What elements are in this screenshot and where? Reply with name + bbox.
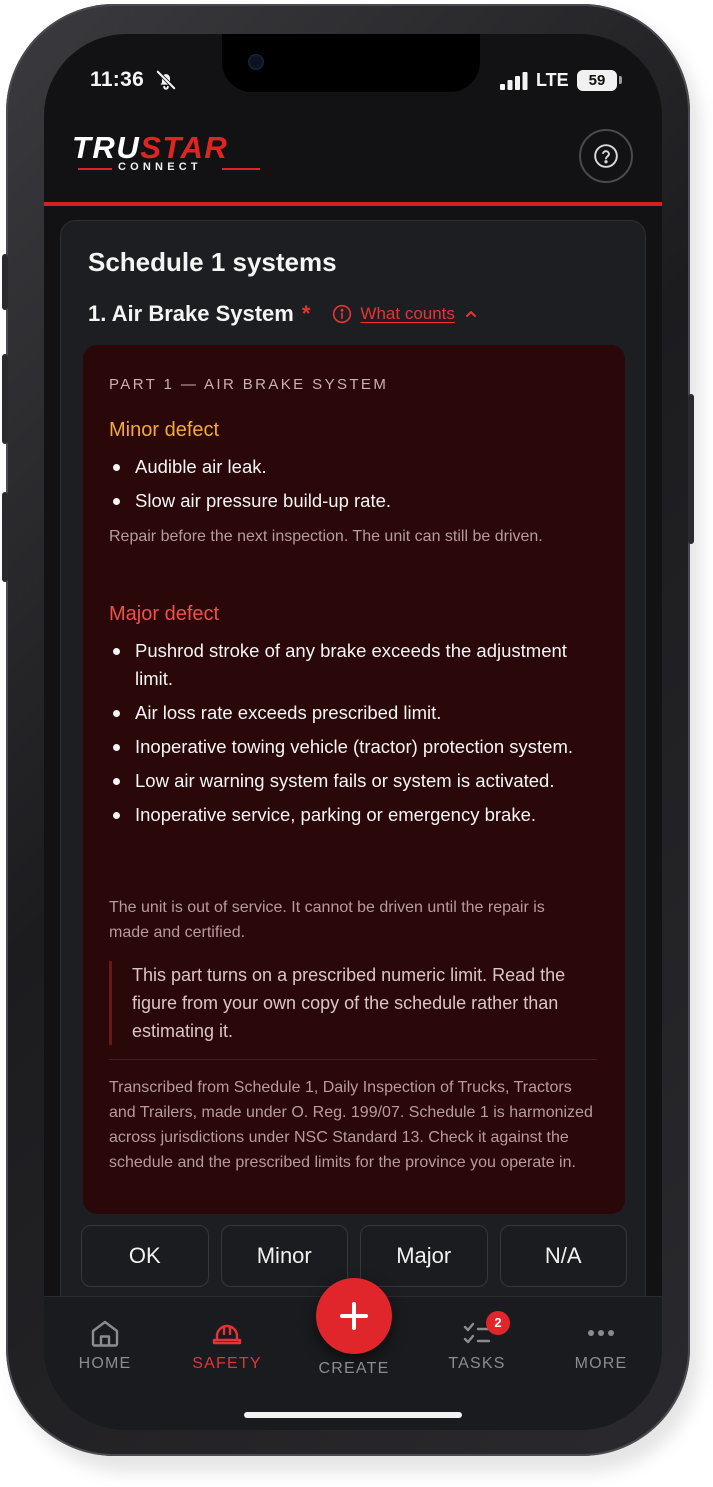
list-item: Pushrod stroke of any brake exceeds the adjustment limit. <box>109 637 589 693</box>
list-item: Inoperative towing vehicle (tractor) protection system. <box>109 733 589 761</box>
status-time: 11:36 <box>90 68 145 91</box>
help-circle-icon <box>593 143 619 169</box>
tasks-badge: 2 <box>486 1311 510 1335</box>
major-defect-note: The unit is out of service. It cannot be driven until the repair is made and certified. <box>109 899 545 941</box>
signal-icon <box>500 72 528 90</box>
phone-frame <box>6 4 690 1456</box>
create-button[interactable] <box>316 1278 392 1354</box>
app-screen <box>44 34 662 1430</box>
nav-home-label: HOME <box>78 1355 132 1372</box>
major-defect-list <box>109 637 589 835</box>
rating-major-button[interactable]: Major <box>360 1225 488 1287</box>
required-mark: * <box>301 301 311 326</box>
mute-switch <box>2 254 8 310</box>
list-item: Air loss rate exceeds prescribed limit. <box>109 699 589 727</box>
logo-underline-left <box>78 168 112 170</box>
plus-icon <box>337 1299 371 1333</box>
list-item: Slow air pressure build-up rate. <box>109 487 589 515</box>
hard-hat-icon <box>211 1317 243 1349</box>
defect-criteria-panel <box>83 345 625 1214</box>
battery-level: 59 <box>577 70 617 91</box>
minor-defect-list <box>109 453 589 521</box>
nav-more[interactable] <box>546 1297 656 1373</box>
logo-subtitle: CONNECT <box>118 161 202 173</box>
rating-ok-button[interactable]: OK <box>81 1225 209 1287</box>
list-item: Inoperative service, parking or emergency brake. <box>109 801 589 829</box>
trustar-logo <box>72 130 268 178</box>
volume-down-button <box>2 492 8 582</box>
nav-safety[interactable] <box>172 1297 282 1373</box>
logo-wordmark: TRUSTAR <box>72 130 229 165</box>
camera-icon <box>248 54 264 70</box>
schedule-card <box>60 220 646 1320</box>
panel-divider <box>109 1059 597 1060</box>
help-button[interactable] <box>579 129 633 183</box>
create-label: CREATE <box>318 1360 390 1377</box>
home-icon <box>89 1317 121 1349</box>
major-defect-label: Major defect <box>109 603 220 625</box>
minor-defect-label: Minor defect <box>109 419 220 441</box>
rating-na-button[interactable]: N/A <box>500 1225 628 1287</box>
item-heading <box>88 301 478 327</box>
volume-up-button <box>2 354 8 444</box>
logo-underline-right <box>222 168 260 170</box>
nav-more-label: MORE <box>574 1355 628 1372</box>
list-item: Audible air leak. <box>109 453 589 481</box>
home-indicator[interactable] <box>244 1412 462 1418</box>
more-icon <box>585 1317 617 1349</box>
nav-tasks-label: TASKS <box>448 1355 506 1372</box>
minor-defect-note: Repair before the next inspection. The unit can still be driven. <box>109 528 543 545</box>
nav-tasks[interactable] <box>422 1297 532 1373</box>
source-note: Transcribed from Schedule 1, Daily Inspection of Trucks, Tractors and Trailers, made under O. Reg. 199/07. Schedule 1 is harmonized across jurisdictions under NSC Standard 13. Check it against the schedule and the prescribed limits for the province you operate in. <box>109 1079 593 1171</box>
battery-icon <box>619 76 622 84</box>
nav-home[interactable] <box>50 1297 160 1373</box>
numeric-limit-callout: This part turns on a prescribed numeric limit. Read the figure from your own copy of the schedule rather than estimating it. <box>109 961 599 1045</box>
power-button <box>688 394 694 544</box>
network-label: LTE <box>536 70 569 90</box>
header-divider <box>44 202 662 206</box>
rating-minor-button[interactable]: Minor <box>221 1225 349 1287</box>
bell-off-icon <box>155 69 177 91</box>
what-counts-link[interactable]: What counts <box>360 304 455 323</box>
info-icon[interactable] <box>332 304 352 324</box>
chevron-up-icon[interactable] <box>464 307 478 321</box>
nav-safety-label: SAFETY <box>192 1355 262 1372</box>
panel-kicker: PART 1 — AIR BRAKE SYSTEM <box>109 376 389 393</box>
item-title: 1. Air Brake System <box>88 301 294 326</box>
card-title: Schedule 1 systems <box>88 247 337 277</box>
list-item: Low air warning system fails or system is activated. <box>109 767 589 795</box>
